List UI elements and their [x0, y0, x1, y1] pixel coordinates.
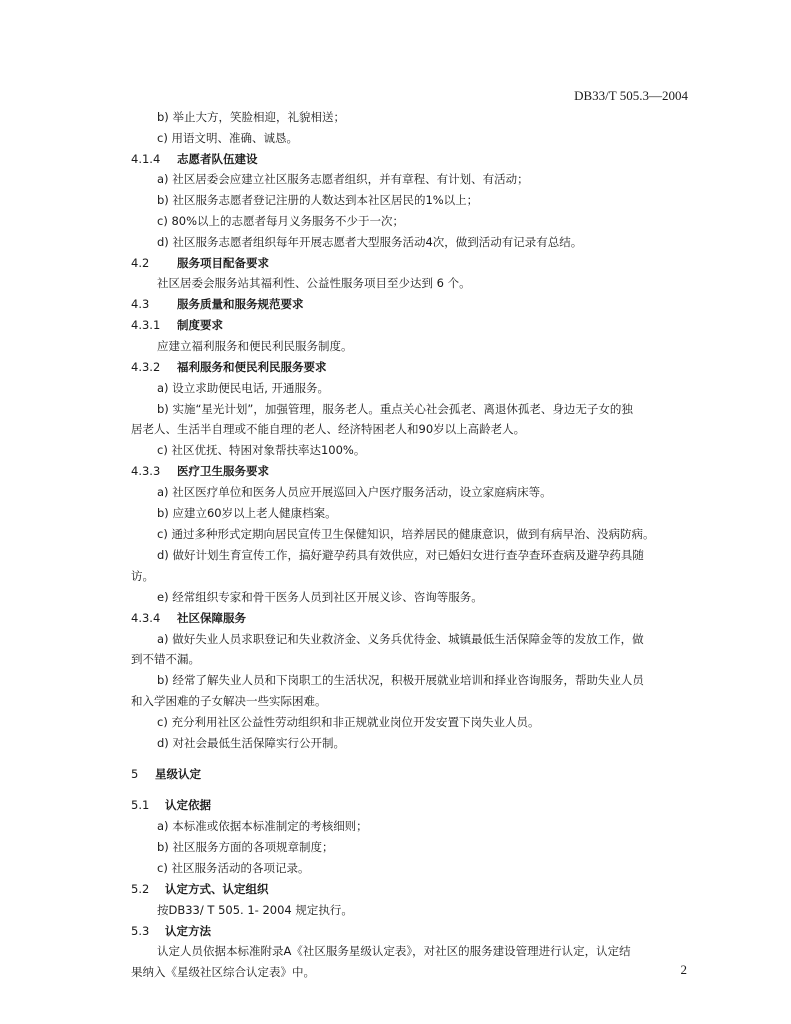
text-line: c) 80%以上的志愿者每月义务服务不少于一次；: [157, 214, 405, 228]
text-line: b) 举止大方，笑脸相迎，礼貌相送；: [157, 110, 345, 124]
text-line: 果纳入《星级社区综合认定表》中。: [131, 965, 315, 979]
section-heading-4-2: 4.2 服务项目配备要求: [131, 256, 269, 270]
text-line: 按DB33/ T 505. 1- 2004 规定执行。: [157, 903, 353, 917]
text-line: b) 应建立60岁以上老人健康档案。: [157, 506, 337, 520]
text-line: 访。: [131, 569, 154, 583]
text-line: 应建立福利服务和便民利民服务制度。: [157, 339, 353, 353]
section-heading-5-3: 5.3 认定方法: [131, 924, 211, 938]
text-line: c) 用语文明、准确、诚恳。: [157, 131, 298, 145]
text-line: b) 实施“星光计划”，加强管理，服务老人。重点关心社会孤老、离退休孤老、身边无子女的独: [157, 402, 633, 416]
section-heading-4-3-4: 4.3.4 社区保障服务: [131, 611, 246, 625]
text-line: d) 做好计划生育宣传工作，搞好避孕药具有效供应，对已婚妇女进行查孕查环查病及避孕药具随: [157, 548, 644, 562]
text-line: 居老人、生活半自理或不能自理的老人、经济特困老人和90岁以上高龄老人。: [131, 422, 526, 436]
text-line: 社区居委会服务站其福利性、公益性服务项目至少达到 6 个。: [157, 276, 471, 290]
section-heading-4-3-2: 4.3.2 福利服务和便民利民服务要求: [131, 360, 327, 374]
page-number: 2: [680, 962, 687, 977]
text-line: a) 本标准或依据本标准制定的考核细则；: [157, 819, 368, 833]
text-line: d) 社区服务志愿者组织每年开展志愿者大型服务活动4次，做到活动有记录有总结。: [157, 235, 583, 249]
text-line: d) 对社会最低生活保障实行公开制。: [157, 736, 345, 750]
text-line: a) 社区居委会应建立社区服务志愿者组织，并有章程、有计划、有活动；: [157, 172, 529, 186]
text-line: c) 社区优抚、特困对象帮扶率达100%。: [157, 443, 366, 457]
text-line: a) 社区医疗单位和医务人员应开展巡回入户医疗服务活动，设立家庭病床等。: [157, 485, 552, 499]
text-line: b) 社区服务方面的各项规章制度；: [157, 840, 334, 854]
section-heading-4-1-4: 4.1.4 志愿者队伍建设: [131, 152, 258, 166]
text-line: a) 设立求助便民电话, 开通服务。: [157, 381, 329, 395]
text-line: a) 做好失业人员求职登记和失业救济金、义务兵优待金、城镇最低生活保障金等的发放工作，做: [157, 632, 644, 646]
text-line: b) 社区服务志愿者登记注册的人数达到本社区居民的1%以上；: [157, 193, 479, 207]
text-line: 到不错不漏。: [131, 652, 200, 666]
text-line: c) 社区服务活动的各项记录。: [157, 861, 310, 875]
standard-code-header: DB33/T 505.3—2004: [574, 88, 688, 103]
text-line: c) 通过多种形式定期向居民宣传卫生保健知识，培养居民的健康意识，做到有病早治、没病防病。: [157, 527, 655, 541]
text-line: 认定人员依据本标准附录A《社区服务星级认定表》，对社区的服务建设管理进行认定，认定结: [157, 944, 631, 958]
section-heading-4-3-3: 4.3.3 医疗卫生服务要求: [131, 464, 269, 478]
section-heading-5: 5 星级认定: [131, 767, 201, 781]
text-line: b) 经常了解失业人员和下岗职工的生活状况，积极开展就业培训和择业咨询服务，帮助失业人员: [157, 673, 644, 687]
section-heading-5-2: 5.2 认定方式、认定组织: [131, 882, 269, 896]
text-line: c) 充分利用社区公益性劳动组织和非正规就业岗位开发安置下岗失业人员。: [157, 715, 540, 729]
section-heading-5-1: 5.1 认定依据: [131, 798, 211, 812]
text-line: e) 经常组织专家和骨干医务人员到社区开展义诊、咨询等服务。: [157, 590, 483, 604]
section-heading-4-3-1: 4.3.1 制度要求: [131, 318, 223, 332]
section-heading-4-3: 4.3 服务质量和服务规范要求: [131, 297, 304, 311]
text-line: 和入学困难的子女解决一些实际困难。: [131, 694, 327, 708]
